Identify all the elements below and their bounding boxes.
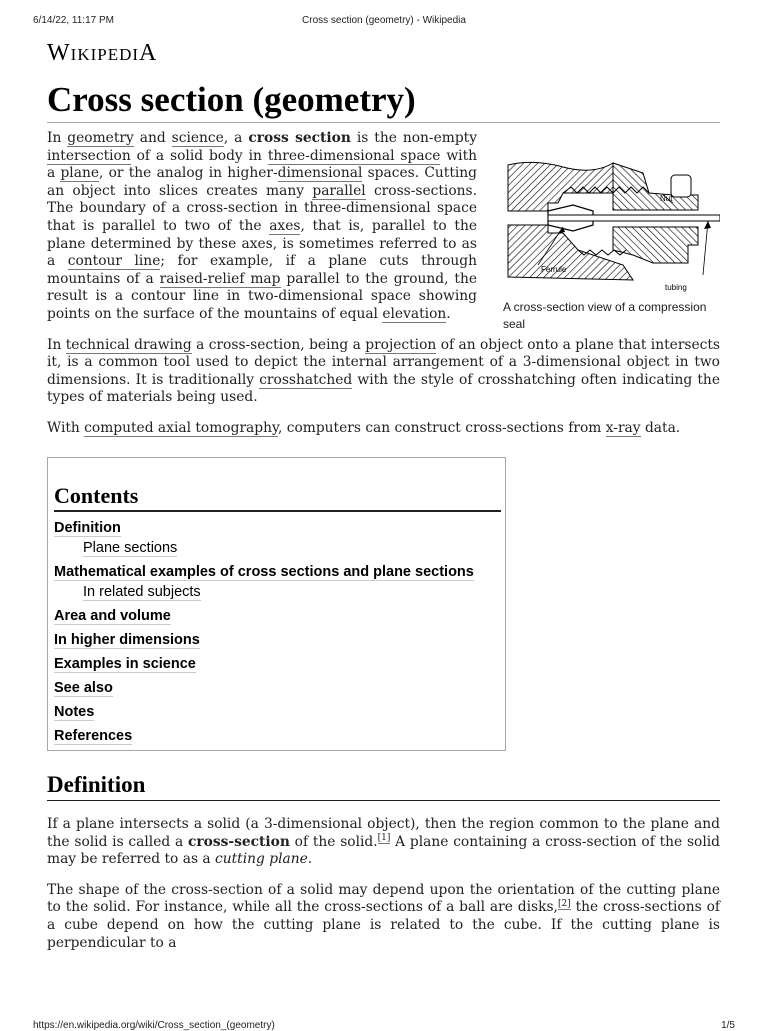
wordmark-w: W — [47, 40, 71, 66]
toc-item-label: Mathematical examples of cross sections and plane sections — [54, 564, 474, 580]
italic-cutting-plane: cutting plane — [215, 851, 308, 868]
text: . — [446, 305, 451, 322]
intro-paragraph — [47, 130, 477, 324]
definition-section — [47, 816, 720, 952]
toc-item[interactable] — [54, 518, 502, 538]
text: , or the analog in higher- — [99, 165, 278, 182]
text: with a — [47, 147, 477, 182]
toc-item-label: See also — [54, 680, 113, 696]
text: , that is, parallel to the plane determined by these axes, is sometimes referred to as a — [47, 217, 477, 270]
link-intersection[interactable]: intersection — [47, 147, 131, 164]
text: If a plane intersects a solid (a 3-dimensional object), then the region common to the plane and the solid is called a — [47, 816, 720, 850]
link-three-dimensional-space[interactable]: three-dimensional space — [267, 147, 441, 164]
text: data. — [640, 419, 681, 436]
page-title: Cross section (geometry) — [47, 78, 720, 123]
text: In — [47, 336, 66, 353]
toc-item-label: Plane sections — [83, 540, 178, 556]
text: and — [133, 130, 172, 146]
link-geometry[interactable]: geometry — [67, 130, 134, 146]
toc-title: Contents — [54, 482, 501, 512]
citation-link-2[interactable]: [2] — [557, 898, 571, 909]
link-raised-relief-map[interactable]: raised-relief map — [159, 270, 281, 287]
toc-list — [54, 518, 502, 750]
link-technical-drawing[interactable]: technical drawing — [65, 336, 192, 353]
toc-item[interactable] — [54, 582, 502, 602]
print-page-number: 1/5 — [721, 1020, 735, 1031]
text: ; for example, if a plane cuts through mountains of a — [47, 253, 478, 287]
link-elevation[interactable]: elevation — [382, 305, 447, 322]
text: is the non-empty — [350, 130, 477, 146]
text: In — [47, 130, 68, 146]
print-datetime: 6/14/22, 11:17 PM — [33, 15, 114, 26]
compression-seal-diagram[interactable] — [503, 155, 720, 293]
toc-item[interactable] — [54, 562, 502, 582]
link-x-ray[interactable]: x-ray — [605, 419, 641, 436]
definition-paragraph-2 — [47, 882, 720, 952]
toc-item[interactable] — [54, 702, 502, 722]
wordmark-a: A — [139, 40, 158, 66]
toc-item[interactable] — [54, 654, 502, 674]
toc-item-label: In higher dimensions — [54, 632, 200, 648]
wordmark-rest: IKIPEDI — [70, 45, 140, 64]
wikipedia-wordmark[interactable] — [47, 40, 157, 67]
toc-item-label: References — [54, 728, 133, 744]
text: parallel to the ground, the result is a contour line in two-dimensional space showing points on the surface of the mountains of equal — [47, 270, 477, 322]
text: A plane containing a cross-section of the solid may be referred to as a — [47, 833, 720, 868]
text: , a — [223, 130, 249, 146]
link-computed-axial-tomography[interactable]: computed axial tomography — [84, 419, 278, 436]
label-ferrule: Ferrule — [541, 265, 567, 274]
text: of a solid body in — [130, 147, 268, 164]
link-parallel[interactable]: parallel — [312, 182, 366, 199]
section-heading-definition: Definition — [47, 770, 720, 801]
citation-1 — [378, 833, 391, 844]
text: spaces. Cutting an object into slices creates many — [47, 165, 477, 199]
tomography-paragraph — [47, 420, 720, 438]
figure-caption: A cross-section view of a compression seal — [503, 300, 707, 331]
print-tab-title: Cross section (geometry) - Wikipedia — [302, 15, 466, 26]
text: of the solid. — [289, 833, 378, 850]
link-contour-line[interactable]: contour line — [67, 253, 161, 270]
toc-item[interactable] — [54, 606, 502, 626]
toc-item-label: Examples in science — [54, 656, 196, 672]
bold-cross-section: cross section — [248, 130, 351, 146]
link-science[interactable]: science — [171, 130, 224, 146]
toc-item[interactable] — [54, 538, 502, 558]
text: the cross-sections of a cube depend on how the cutting plane is related to the cube. If the cutting plane is perpendicular to a — [47, 899, 720, 951]
bold-cross-section-def: cross-section — [187, 833, 290, 850]
link-axes[interactable]: axes — [269, 217, 301, 234]
table-of-contents — [47, 457, 506, 751]
link-dimensional[interactable]: dimensional — [277, 165, 363, 182]
technical-drawing-paragraph — [47, 337, 720, 407]
text: . — [307, 851, 313, 868]
text: a cross-section, being a — [191, 336, 366, 353]
link-plane[interactable]: plane — [60, 165, 99, 182]
toc-item-label: Definition — [54, 520, 121, 536]
citation-link-1[interactable]: [1] — [377, 833, 391, 843]
toc-item[interactable] — [54, 726, 502, 746]
label-tubing: tubing — [665, 283, 687, 292]
label-nut: Nut — [660, 194, 673, 203]
text: with the style of crosshatching often indicating the types of materials being used. — [47, 371, 720, 406]
toc-item[interactable] — [54, 630, 502, 650]
text: , computers can construct cross-sections from — [277, 419, 606, 436]
citation-2 — [558, 899, 571, 910]
link-crosshatched[interactable]: crosshatched — [259, 371, 353, 388]
toc-item[interactable] — [54, 678, 502, 698]
definition-paragraph-1 — [47, 816, 720, 869]
text: With — [47, 419, 85, 436]
toc-item-label: Area and volume — [54, 608, 171, 624]
link-projection[interactable]: projection — [365, 336, 437, 353]
text: The shape of the cross-section of a solid may depend upon the orientation of the cutting plane to the solid. For instance, while all the cross-sections of a ball are disks, — [47, 881, 720, 916]
toc-item-label: Notes — [54, 704, 95, 720]
text: cross-sections. The boundary of a cross-section in three-dimensional space that is parallel to two of the — [47, 182, 477, 234]
toc-item-label: In related subjects — [83, 584, 201, 600]
text: of an object onto a plane that intersects it, is a common tool used to depict the internal arrangement of a 3-dimensional object in two dimensions. It is traditionally — [47, 336, 721, 388]
print-url: https://en.wikipedia.org/wiki/Cross_section_(geometry) — [33, 1020, 275, 1031]
figure-compression-seal — [503, 155, 720, 333]
